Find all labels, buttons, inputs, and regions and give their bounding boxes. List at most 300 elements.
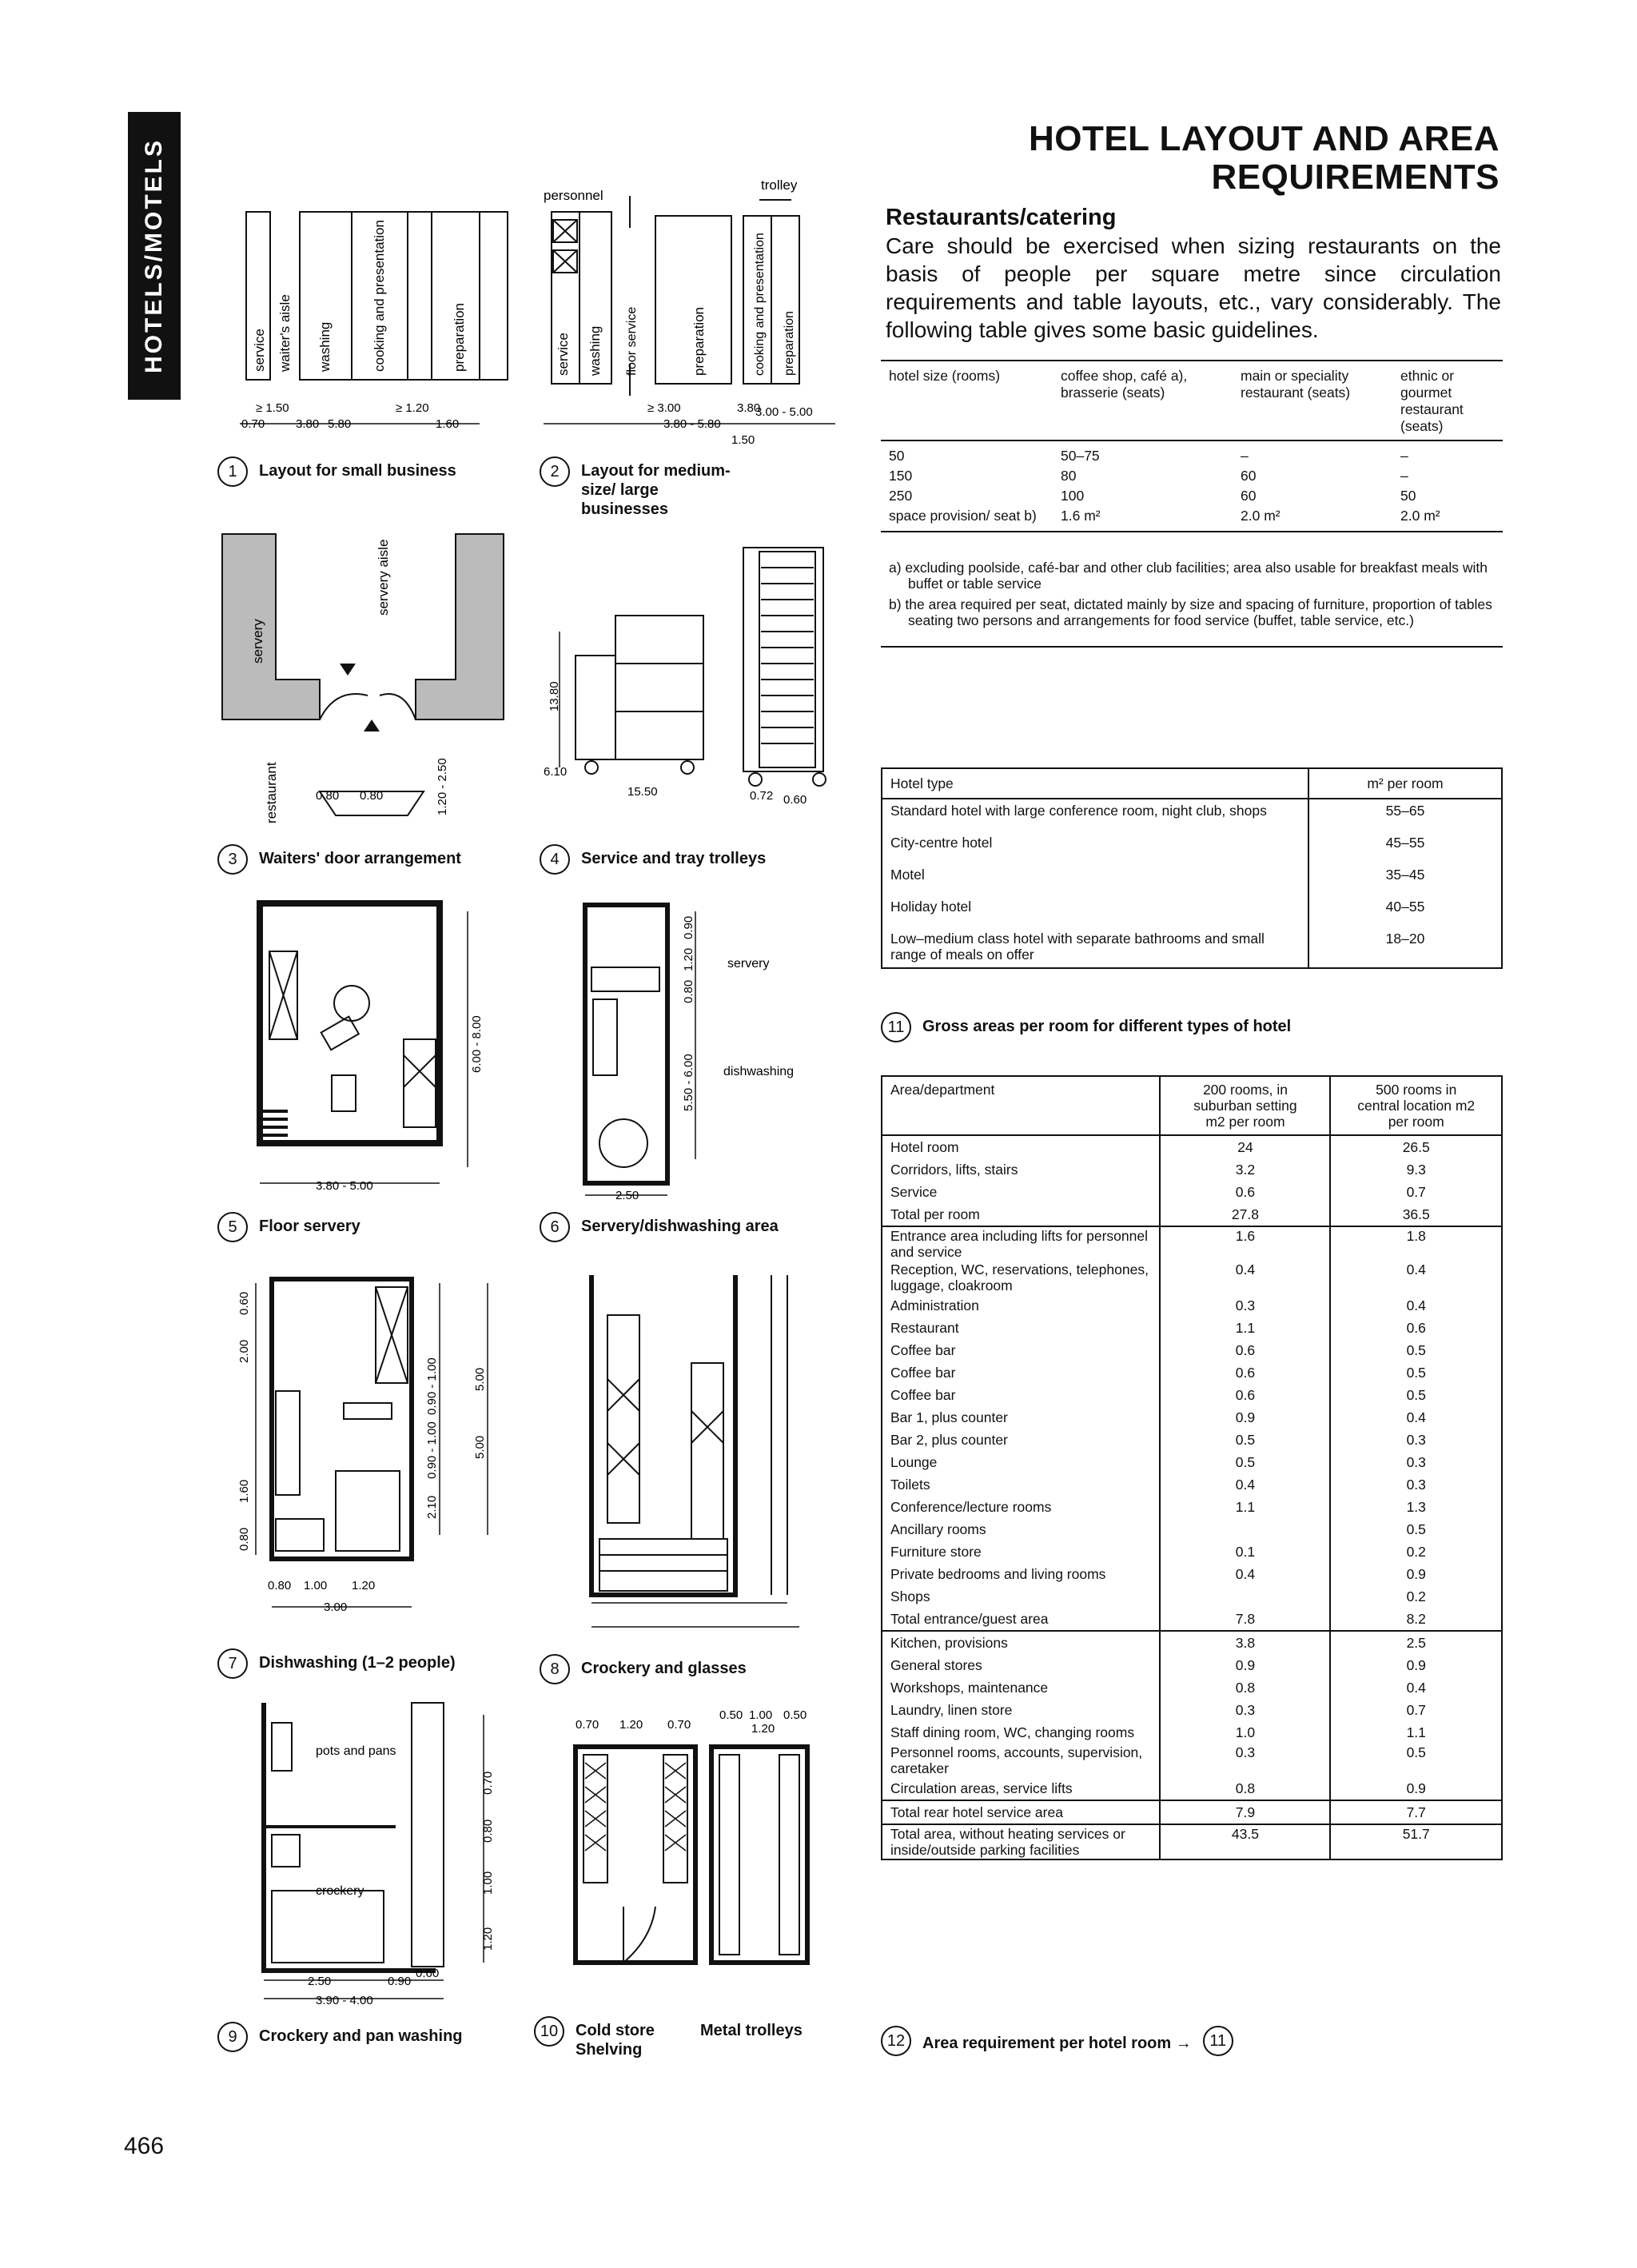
- table-header-row: [882, 768, 1502, 799]
- figure-8-caption: [540, 1659, 747, 1684]
- figure-8-drawing: [576, 1275, 815, 1643]
- table-cell: 0.6: [1160, 1181, 1330, 1203]
- f7-caption-text: Dishwashing (1–2 people): [259, 1654, 456, 1672]
- footnote-b: b) the area required per seat, dictated mainly by size and spacing of furniture, proportion of tables seating two persons and arrangements for food service (buffet, table service, etc.): [889, 596, 1492, 628]
- f2-label-trolley: trolley: [761, 177, 798, 193]
- table-cell: Entrance area including lifts for personnel and service: [882, 1226, 1160, 1261]
- table-cell: 0.8: [1160, 1676, 1330, 1699]
- f3-dim-3: 1.20 - 2.50: [436, 758, 449, 815]
- f10-number: 10: [534, 2016, 564, 2047]
- table-cell: 0.2: [1330, 1541, 1502, 1563]
- f4-dim-2: 6.10: [544, 765, 568, 779]
- table-cell: 150: [889, 468, 913, 484]
- table-cell: 1.1: [1160, 1317, 1330, 1339]
- table-cell: Bar 2, plus counter: [882, 1429, 1160, 1451]
- f10-dim-1: 0.70: [576, 1718, 599, 1732]
- table-cell: 0.5: [1330, 1339, 1502, 1361]
- header-cell: Area/department: [882, 1076, 1160, 1135]
- f2-label-service: service: [556, 333, 571, 376]
- table-row: [882, 1721, 1502, 1744]
- f6-dim-4: 5.50 - 6.00: [682, 1054, 695, 1111]
- table-cell: Circulation areas, service lifts: [882, 1777, 1160, 1800]
- f12-number: 12: [881, 2026, 911, 2056]
- table-cell: 24: [1160, 1135, 1330, 1158]
- table-cell: 0.4: [1330, 1676, 1502, 1699]
- f11-caption-text: Gross areas per room for different types of hotel: [922, 1018, 1292, 1035]
- table-cell: –: [1400, 468, 1408, 484]
- table-cell: 0.3: [1330, 1429, 1502, 1451]
- f9-dim-8: 3.90 - 4.00: [316, 1994, 373, 2007]
- f9-dim-5: 0.60: [416, 1967, 440, 1980]
- f7-dim-8: 5.00: [473, 1435, 487, 1459]
- f3-dim-2: 0.80: [360, 789, 384, 803]
- f2-label-floor-service: floor service: [625, 306, 639, 376]
- table-cell: Coffee bar: [882, 1339, 1160, 1361]
- hotel-type-table: [881, 767, 1503, 969]
- table-row: [881, 440, 1503, 466]
- figure-9-caption: [217, 2027, 463, 2052]
- title-line-1: HOTEL LAYOUT AND AREA: [1028, 119, 1500, 158]
- table-row: [882, 1135, 1502, 1158]
- table-cell: 0.4: [1330, 1294, 1502, 1317]
- table-cell: 0.5: [1330, 1744, 1502, 1777]
- f7-dim-10: 0.80: [268, 1579, 292, 1592]
- figure-6-caption: [540, 1217, 779, 1242]
- table-row: [882, 1654, 1502, 1676]
- figure-11-caption: [881, 1017, 1291, 1042]
- table-row: [882, 822, 1502, 854]
- f6-caption-text: Servery/dishwashing area: [581, 1218, 779, 1235]
- table-cell: 3.2: [1160, 1158, 1330, 1181]
- f3-dim-1: 0.80: [316, 789, 340, 803]
- table-cell: –: [1241, 448, 1249, 464]
- figure-4-drawing: [536, 536, 847, 823]
- table-cell: 2.5: [1330, 1631, 1502, 1654]
- table-cell: 1.8: [1330, 1226, 1502, 1261]
- header-cell: m² per room: [1308, 768, 1502, 799]
- f9-number: 9: [217, 2022, 248, 2052]
- sidebar-label: HOTELS/MOTELS: [141, 138, 167, 373]
- table-cell: 0.6: [1160, 1339, 1330, 1361]
- restaurant-seating-table: [881, 360, 1503, 532]
- table-cell: 0.6: [1160, 1361, 1330, 1384]
- title-line-2: REQUIREMENTS: [1211, 157, 1500, 197]
- figure-9-drawing: [252, 1699, 508, 2011]
- f2-dim-1: ≥ 3.00: [647, 401, 681, 415]
- table-cell: Hotel room: [882, 1135, 1160, 1158]
- table-cell: 8.2: [1330, 1608, 1502, 1631]
- f1-label-cooking: cooking and presentation: [372, 220, 387, 372]
- table-cell: 0.3: [1160, 1699, 1330, 1721]
- table-cell: Total per room: [882, 1203, 1160, 1226]
- table-cell: 0.1: [1160, 1541, 1330, 1563]
- figure-3-caption: [217, 849, 461, 875]
- f1-caption-text: Layout for small business: [259, 462, 456, 480]
- f7-number: 7: [217, 1648, 248, 1679]
- table-row: [882, 1429, 1502, 1451]
- header-cell: 200 rooms, in suburban setting m2 per room: [1160, 1076, 1330, 1135]
- table-cell: Shops: [882, 1585, 1160, 1608]
- f5-dim-1: 6.00 - 8.00: [470, 1015, 484, 1073]
- table-cell: Corridors, lifts, stairs: [882, 1158, 1160, 1181]
- table-row: [882, 1824, 1502, 1859]
- table-cell: 0.4: [1330, 1406, 1502, 1429]
- table-cell: 50: [1400, 488, 1416, 504]
- table-cell: Reception, WC, reservations, telephones, luggage, cloakroom: [882, 1261, 1160, 1294]
- table-cell: 0.8: [1160, 1777, 1330, 1800]
- section-heading: Restaurants/catering: [886, 205, 1117, 230]
- table-cell: 7.7: [1330, 1800, 1502, 1824]
- f9-dim-3: 0.80: [481, 1819, 495, 1843]
- table-cell: 3.8: [1160, 1631, 1330, 1654]
- table-cell: Bar 1, plus counter: [882, 1406, 1160, 1429]
- table-cell: [1160, 1585, 1330, 1608]
- table-cell: 0.9: [1330, 1777, 1502, 1800]
- figure-2-drawing: [544, 172, 839, 448]
- table-row: [882, 1384, 1502, 1406]
- f7-dim-11: 1.00: [304, 1579, 328, 1592]
- table-row: [882, 1158, 1502, 1181]
- f7-dim-2: 2.00: [237, 1339, 251, 1363]
- f9-label-crockery: crockery: [316, 1884, 364, 1898]
- table-cell: Conference/lecture rooms: [882, 1496, 1160, 1518]
- table-row: [882, 854, 1502, 886]
- table-row: [882, 1541, 1502, 1563]
- table-row: [882, 1563, 1502, 1585]
- table-cell: 2.0 m²: [1233, 506, 1392, 532]
- f6-dim-2: 1.20: [682, 947, 695, 971]
- table-cell: 0.5: [1330, 1384, 1502, 1406]
- table-cell: 18–20: [1308, 918, 1502, 968]
- table-cell: 45–55: [1308, 822, 1502, 854]
- figure-1-caption: [217, 461, 456, 487]
- table-row: [881, 466, 1503, 486]
- f6-dim-1: 0.90: [682, 915, 695, 939]
- f10-caption-line-1: Cold store: [576, 2022, 655, 2039]
- f10-dim-4: 0.50: [719, 1708, 743, 1722]
- table-cell: 0.7: [1330, 1699, 1502, 1721]
- f1-label-washing: washing: [317, 321, 333, 372]
- table-footnotes: [889, 560, 1504, 633]
- f3-label-servery: servery: [250, 619, 265, 664]
- sidebar-section-tab: [128, 112, 181, 400]
- table-cell: 0.6: [1330, 1317, 1502, 1339]
- figure-2-caption: [540, 461, 741, 519]
- table-row: [882, 1203, 1502, 1226]
- table-row: [882, 1226, 1502, 1261]
- table-cell: 7.8: [1160, 1608, 1330, 1631]
- table-row: [882, 918, 1502, 968]
- f7-dim-1: 0.60: [237, 1291, 251, 1315]
- f12-caption-text: Area requirement per hotel room →: [922, 2035, 1192, 2052]
- f4-caption-text: Service and tray trolleys: [581, 850, 767, 867]
- table-cell: 0.7: [1330, 1181, 1502, 1203]
- table-cell: 0.9: [1160, 1406, 1330, 1429]
- f2-label-personnel: personnel: [544, 188, 603, 203]
- table-cell: 9.3: [1330, 1158, 1502, 1181]
- table-row: [882, 1699, 1502, 1721]
- table-cell: 40–55: [1308, 886, 1502, 918]
- table-cell: 60: [1241, 488, 1257, 504]
- f4-dim-4: 0.72: [750, 789, 774, 803]
- f7-dim-12: 1.20: [352, 1579, 376, 1592]
- figure-10-caption: [534, 2021, 655, 2059]
- header-cell: main or speciality restaurant (seats): [1233, 361, 1392, 440]
- table-row: [882, 799, 1502, 822]
- f9-dim-7: 0.90: [388, 1975, 412, 1988]
- table-cell: 27.8: [1160, 1203, 1330, 1226]
- table-cell: General stores: [882, 1654, 1160, 1676]
- table-cell: 0.9: [1330, 1563, 1502, 1585]
- page-number: 466: [124, 2133, 165, 2159]
- table-cell: Lounge: [882, 1451, 1160, 1473]
- table-cell: Private bedrooms and living rooms: [882, 1563, 1160, 1585]
- f10-dim-5: 1.00: [749, 1708, 773, 1722]
- f9-dim-6: 2.50: [308, 1975, 332, 1988]
- table-cell: Total area, without heating services or inside/outside parking facilities: [882, 1824, 1160, 1859]
- f2-dim-3: 3.80 - 5.80: [663, 417, 721, 431]
- table-row: [881, 486, 1503, 506]
- table-cell: 0.3: [1160, 1744, 1330, 1777]
- table-cell: 60: [1241, 468, 1257, 484]
- f7-dim-6: 0.90 - 1.00: [425, 1421, 439, 1479]
- f1-dim-2: ≥ 1.20: [396, 401, 429, 415]
- table-row: [882, 1181, 1502, 1203]
- table-cell: Total entrance/guest area: [882, 1608, 1160, 1631]
- f10-dim-7: 1.20: [751, 1722, 775, 1736]
- table-cell: 7.9: [1160, 1800, 1330, 1824]
- table-cell: Motel: [882, 854, 1308, 886]
- table-cell: 100: [1061, 488, 1085, 504]
- table-cell: 50–75: [1061, 448, 1100, 464]
- f3-caption-text: Waiters' door arrangement: [259, 850, 461, 867]
- header-cell: 500 rooms in central location m2 per room: [1330, 1076, 1502, 1135]
- table-cell: 43.5: [1160, 1824, 1330, 1859]
- f9-caption-text: Crockery and pan washing: [259, 2027, 463, 2045]
- table-cell: 0.5: [1160, 1429, 1330, 1451]
- table-row: [882, 1608, 1502, 1631]
- f10-dim-2: 1.20: [619, 1718, 643, 1732]
- f10-dim-3: 0.70: [667, 1718, 691, 1732]
- table-cell: 0.6: [1160, 1384, 1330, 1406]
- table-cell: space provision/ seat b): [881, 506, 1053, 532]
- table-cell: 0.3: [1330, 1473, 1502, 1496]
- f6-dim-5: 2.50: [615, 1189, 639, 1202]
- table-cell: 1.1: [1330, 1721, 1502, 1744]
- footnote-divider: [881, 646, 1503, 648]
- f9-dim-1: 1.20: [481, 1927, 495, 1951]
- f6-number: 6: [540, 1212, 570, 1242]
- figure-1-drawing: [240, 204, 512, 444]
- f4-number: 4: [540, 844, 570, 875]
- figure-5-drawing: [252, 895, 492, 1195]
- f5-dim-2: 3.80 - 5.00: [316, 1179, 373, 1193]
- table-cell: 1.6: [1160, 1226, 1330, 1261]
- f10-caption-text: [576, 2021, 655, 2059]
- table-cell: [1160, 1518, 1330, 1541]
- f9-label-pots: pots and pans: [316, 1744, 396, 1758]
- f7-dim-5: 0.90 - 1.00: [425, 1357, 439, 1415]
- table-cell: 0.2: [1330, 1585, 1502, 1608]
- table-cell: 0.9: [1330, 1654, 1502, 1676]
- figure-7-drawing: [224, 1271, 512, 1623]
- table-cell: 0.3: [1160, 1294, 1330, 1317]
- f1-number: 1: [217, 456, 248, 487]
- f4-dim-5: 0.60: [783, 793, 807, 807]
- table-cell: Personnel rooms, accounts, supervision, caretaker: [882, 1744, 1160, 1777]
- f11-number: 11: [881, 1012, 911, 1042]
- table-cell: Toilets: [882, 1473, 1160, 1496]
- f7-dim-13: 3.00: [324, 1600, 348, 1614]
- figure-12-caption: [881, 2031, 1233, 2056]
- table-row: [882, 1451, 1502, 1473]
- f2-label-preparation: preparation: [691, 306, 707, 376]
- table-row: [882, 1261, 1502, 1294]
- table-row: [882, 1585, 1502, 1608]
- table-row: [882, 1406, 1502, 1429]
- figure-7-caption: [217, 1653, 456, 1679]
- table-cell: Holiday hotel: [882, 886, 1308, 918]
- table-cell: 0.5: [1330, 1518, 1502, 1541]
- table-cell: Service: [882, 1181, 1160, 1203]
- table-header-row: [881, 361, 1503, 440]
- f7-dim-4: 0.80: [237, 1527, 251, 1551]
- table-cell: 0.4: [1160, 1563, 1330, 1585]
- f9-dim-4: 0.70: [481, 1771, 495, 1795]
- f7-dim-7: 5.00: [473, 1367, 487, 1391]
- table-cell: 0.4: [1160, 1473, 1330, 1496]
- table-header-row: [882, 1076, 1502, 1135]
- f1-label-service: service: [252, 329, 267, 372]
- f10-caption2-text: Metal trolleys: [700, 2022, 803, 2039]
- table-cell: Administration: [882, 1294, 1160, 1317]
- header-cell: coffee shop, café a), brasserie (seats): [1053, 361, 1233, 440]
- figure-4-caption: [540, 849, 766, 875]
- f8-number: 8: [540, 1654, 570, 1684]
- intro-paragraph: Care should be exercised when sizing restaurants on the basis of people per square metre since circulation requirements and table layouts, etc., vary considerably. The following table gives some basic guidelines.: [886, 233, 1501, 342]
- f1-dim-6: 1.60: [436, 417, 460, 431]
- header-cell: ethnic or gourmet restaurant (seats): [1392, 361, 1503, 440]
- f2-label-preparation-2: preparation: [783, 311, 796, 376]
- header-cell: hotel size (rooms): [881, 361, 1053, 440]
- f6-label-servery: servery: [727, 957, 770, 971]
- table-row: [882, 886, 1502, 918]
- f3-label-restaurant: restaurant: [264, 762, 279, 823]
- table-row: [882, 1294, 1502, 1317]
- f10-caption-line-2: Shelving: [576, 2041, 643, 2059]
- figure-10b-caption: [700, 2021, 803, 2040]
- table-cell: 51.7: [1330, 1824, 1502, 1859]
- table-row: [882, 1473, 1502, 1496]
- f12-ref-number: 11: [1203, 2026, 1233, 2056]
- f3-number: 3: [217, 844, 248, 875]
- table-cell: City-centre hotel: [882, 822, 1308, 854]
- area-requirement-table: [881, 1075, 1503, 1860]
- table-cell: Kitchen, provisions: [882, 1631, 1160, 1654]
- table-cell: 0.4: [1330, 1261, 1502, 1294]
- table-cell: Standard hotel with large conference room, night club, shops: [882, 799, 1308, 822]
- f2-dim-4: 3.00 - 5.00: [755, 405, 813, 419]
- table-row: [882, 1800, 1502, 1824]
- table-cell: 35–45: [1308, 854, 1502, 886]
- page-title: [860, 120, 1500, 197]
- table-row: [881, 506, 1503, 532]
- f1-dim-1: ≥ 1.50: [256, 401, 289, 415]
- table-row: [882, 1361, 1502, 1384]
- figure-6-drawing: [576, 895, 839, 1207]
- table-cell: 1.0: [1160, 1721, 1330, 1744]
- f2-label-washing: washing: [587, 325, 603, 376]
- f4-dim-1: 13.80: [548, 681, 561, 711]
- table-cell: Ancillary rooms: [882, 1518, 1160, 1541]
- f2-number: 2: [540, 456, 570, 487]
- f1-dim-5: 5.80: [328, 417, 352, 431]
- table-row: [882, 1777, 1502, 1800]
- f2-dim-2: 3.80: [737, 401, 761, 415]
- table-row: [882, 1317, 1502, 1339]
- table-cell: Low–medium class hotel with separate bathrooms and small range of meals on offer: [882, 918, 1308, 968]
- f6-dim-3: 0.80: [682, 979, 695, 1003]
- f8-caption-text: Crockery and glasses: [581, 1660, 747, 1677]
- f2-label-cooking: cooking and presentation: [753, 233, 767, 376]
- table-cell: Total rear hotel service area: [882, 1800, 1160, 1824]
- f5-caption-text: Floor servery: [259, 1218, 360, 1235]
- figure-5-caption: [217, 1217, 360, 1242]
- table-cell: 250: [889, 488, 913, 504]
- f5-number: 5: [217, 1212, 248, 1242]
- table-cell: 55–65: [1308, 799, 1502, 822]
- f2-caption-text: Layout for medium-size/ large businesses: [581, 462, 731, 518]
- table-cell: 0.4: [1160, 1261, 1330, 1294]
- f7-dim-3: 1.60: [237, 1479, 251, 1503]
- table-cell: 2.0 m²: [1392, 506, 1503, 532]
- table-cell: 0.3: [1330, 1451, 1502, 1473]
- table-cell: 0.5: [1330, 1361, 1502, 1384]
- f1-dim-3: 0.70: [241, 417, 265, 431]
- f2-dim-5: 1.50: [731, 433, 755, 447]
- table-cell: 1.3: [1330, 1496, 1502, 1518]
- f7-dim-9: 2.10: [425, 1495, 439, 1519]
- table-row: [882, 1496, 1502, 1518]
- table-cell: 1.6 m²: [1053, 506, 1233, 532]
- table-cell: Workshops, maintenance: [882, 1676, 1160, 1699]
- f1-dim-4: 3.80: [296, 417, 320, 431]
- table-cell: 26.5: [1330, 1135, 1502, 1158]
- table-row: [882, 1518, 1502, 1541]
- f4-dim-3: 15.50: [627, 785, 658, 799]
- table-cell: Staff dining room, WC, changing rooms: [882, 1721, 1160, 1744]
- table-row: [882, 1339, 1502, 1361]
- figure-3-drawing: [216, 528, 512, 831]
- table-cell: 1.1: [1160, 1496, 1330, 1518]
- table-cell: 0.9: [1160, 1654, 1330, 1676]
- table-row: [882, 1744, 1502, 1777]
- table-cell: 0.5: [1160, 1451, 1330, 1473]
- table-cell: Restaurant: [882, 1317, 1160, 1339]
- f6-label-dishwashing: dishwashing: [723, 1065, 795, 1078]
- table-cell: Coffee bar: [882, 1361, 1160, 1384]
- table-row: [882, 1676, 1502, 1699]
- table-cell: 50: [889, 448, 905, 464]
- f9-dim-2: 1.00: [481, 1871, 495, 1895]
- table-cell: 36.5: [1330, 1203, 1502, 1226]
- figure-10-drawing: [560, 1699, 847, 2011]
- f1-label-waiters-aisle: waiter's aisle: [277, 294, 293, 372]
- table-cell: Coffee bar: [882, 1384, 1160, 1406]
- table-cell: Laundry, linen store: [882, 1699, 1160, 1721]
- table-row: [882, 1631, 1502, 1654]
- f3-label-servery-aisle: servery aisle: [376, 539, 391, 616]
